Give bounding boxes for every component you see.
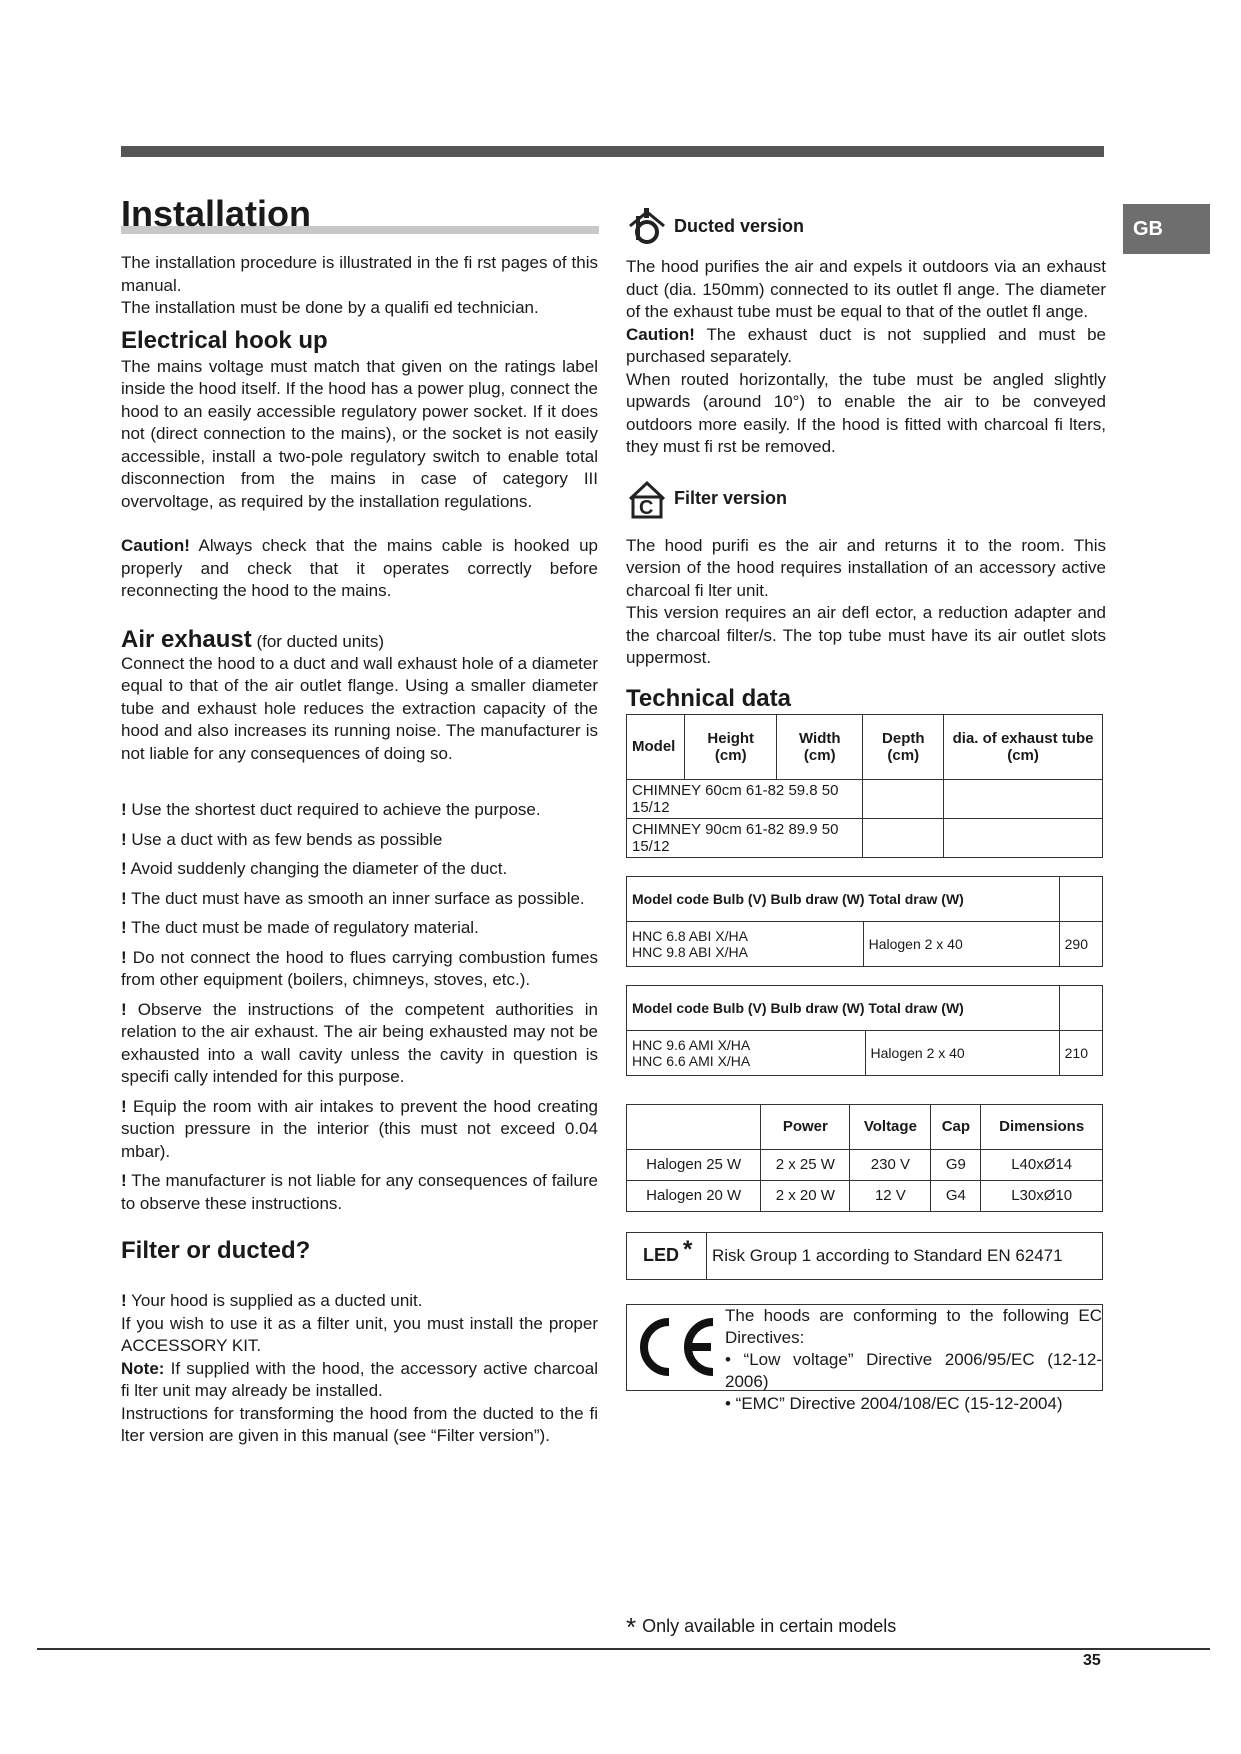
warning-item <box>121 858 598 881</box>
bulb-table-ami <box>626 985 1103 1076</box>
warning-mark: ! <box>121 1171 127 1190</box>
warning-text: The duct must be made of regulatory material. <box>126 918 479 937</box>
bottom-divider <box>37 1648 1210 1650</box>
table-cell <box>863 779 944 818</box>
warning-item <box>121 1170 598 1215</box>
ce-line: The hoods are conforming to the following EC Directives: <box>725 1305 1102 1347</box>
led-asterisk: * <box>683 1235 693 1263</box>
table-row <box>627 1180 1103 1211</box>
warning-item <box>121 999 598 1089</box>
led-info-box <box>626 1232 1103 1280</box>
warning-mark: ! <box>121 888 127 908</box>
technical-data-heading: Technical data <box>626 684 791 712</box>
warning-mark: ! <box>121 829 127 849</box>
ce-text <box>725 1305 1102 1413</box>
filter-header <box>626 479 1106 519</box>
table-header-cell: Width (cm) <box>777 714 863 779</box>
led-text: Risk Group 1 according to Standard EN 62471 <box>712 1245 1063 1265</box>
filter-or-ducted-line-3: Instructions for transforming the hood from the ducted to the fi lter version are given in this manual (see “Filter version”). <box>121 1403 598 1445</box>
table-header-cell: Voltage <box>850 1104 931 1149</box>
table-header-cell: Height (cm) <box>685 714 777 779</box>
warning-mark: ! <box>121 918 127 937</box>
ce-line: • “Low voltage” Directive 2006/95/EC (12-12-2006) <box>725 1349 1102 1391</box>
dimensions-table <box>626 714 1103 858</box>
air-exhaust-body: Connect the hood to a duct and wall exhaust hole of a diameter equal to that of the air outlet flange. Using a smaller diameter tube and exhaust hole reduces the extraction capacity of the hood and also increases its running noise. The manufacturer is not liable for any consequences of doing so. <box>121 653 598 763</box>
ce-mark-icon <box>627 1305 725 1390</box>
filter-or-ducted-line-1 <box>121 1290 598 1313</box>
table-row <box>627 818 1103 857</box>
warning-item <box>121 799 598 822</box>
title-block <box>121 194 598 240</box>
air-exhaust-title: Air exhaust <box>121 625 252 653</box>
ce-line: • “EMC” Directive 2004/108/EC (15-12-2004) <box>725 1393 1063 1413</box>
caution-label: Caution! <box>121 536 190 555</box>
table-header-cell <box>1059 985 1102 1030</box>
caution-label: Caution! <box>626 324 695 344</box>
filter-or-ducted-heading: Filter or ducted? <box>121 1237 311 1264</box>
table-cell: 2 x 25 W <box>761 1149 850 1180</box>
ce-logo-icon <box>633 1314 719 1380</box>
halogen-table <box>626 1104 1103 1212</box>
model-code: HNC 6.8 ABI X/HA <box>632 927 748 944</box>
table-cell <box>863 818 944 857</box>
table-cell <box>627 1030 866 1075</box>
line-text: Your hood is supplied as a ducted unit. <box>126 1291 423 1310</box>
caution-text: Always check that the mains cable is hooked up properly and check that it operates correctly before reconnecting the hood to the mains. <box>121 536 598 600</box>
warning-mark: ! <box>121 999 127 1019</box>
table-cell: CHIMNEY 60cm 61-82 59.8 50 15/12 <box>627 779 863 818</box>
table-cell <box>944 818 1103 857</box>
right-column <box>626 206 1106 1413</box>
page-number: 35 <box>1083 1652 1101 1669</box>
table-header-cell: dia. of exhaust tube (cm) <box>944 714 1103 779</box>
table-cell: Halogen 2 x 40 <box>863 921 1059 966</box>
table-cell: 12 V <box>850 1180 931 1211</box>
intro-line-2: The installation must be done by a qualifi ed technician. <box>121 298 539 317</box>
warning-text: Observe the instructions of the competent authorities in relation to the air exhaust. The air being exhausted may not be exhausted into a wall cavity unless the cavity in question is specifi cally intended for this purpose. <box>121 999 598 1086</box>
table-row <box>627 1030 1103 1075</box>
warning-text: The manufacturer is not liable for any consequences of failure to observe these instructions. <box>121 1171 598 1213</box>
table-cell: G4 <box>931 1180 981 1211</box>
table-row <box>627 1149 1103 1180</box>
ducted-body: The hood purifies the air and expels it outdoors via an exhaust duct (dia. 150mm) connected to its outlet fl ange. The diameter of the exhaust tube must be equal to that of the outlet fl ange. <box>626 257 1106 321</box>
filter-heading: Filter version <box>674 488 788 508</box>
footnote <box>626 1608 897 1642</box>
warning-item <box>121 947 598 992</box>
table-header-cell: Cap <box>931 1104 981 1149</box>
table-cell: 2 x 20 W <box>761 1180 850 1211</box>
bulb-table-abi <box>626 876 1103 967</box>
warning-text: The duct must have as smooth an inner surface as possible. <box>126 888 585 908</box>
table-cell: CHIMNEY 90cm 61-82 89.9 50 15/12 <box>627 818 863 857</box>
ce-conformity-box <box>626 1304 1103 1413</box>
table-header-cell: Model <box>627 714 685 779</box>
warning-text: Use a duct with as few bends as possible <box>126 829 443 849</box>
led-label: LED <box>643 1245 679 1265</box>
filter-body-2: This version requires an air defl ector, a reduction adapter and the charcoal filter/s. The top tube must have its air outlet slots uppermost. <box>626 603 1106 667</box>
table-cell: 290 <box>1059 921 1102 966</box>
warning-mark: ! <box>121 859 127 878</box>
table-cell: 210 <box>1059 1030 1102 1075</box>
model-code: HNC 9.8 ABI X/HA <box>632 943 748 960</box>
left-column <box>121 194 598 1448</box>
table-header-cell: Dimensions <box>981 1104 1103 1149</box>
filter-hood-icon <box>626 479 668 519</box>
model-code: HNC 6.6 AMI X/HA <box>632 1052 751 1069</box>
ducted-heading: Ducted version <box>674 215 805 236</box>
note-label: Note: <box>121 1358 165 1378</box>
table-header-cell: Power <box>761 1104 850 1149</box>
ducted-hood-icon <box>626 206 668 246</box>
ducted-header <box>626 206 1106 246</box>
table-cell: 230 V <box>850 1149 931 1180</box>
table-header-cell <box>1059 876 1102 921</box>
svg-text:C: C <box>639 496 654 519</box>
warning-item <box>121 829 598 852</box>
warning-item <box>121 917 598 940</box>
warning-text: Do not connect the hood to flues carrying combustion fumes from other equipment (boilers, chimneys, stoves, etc.). <box>121 947 598 989</box>
table-header-row <box>627 1104 1103 1149</box>
table-cell <box>944 779 1103 818</box>
intro-line-1: The installation procedure is illustrated in the fi rst pages of this manual. <box>121 253 598 295</box>
warning-text: Avoid suddenly changing the diameter of the duct. <box>126 859 508 878</box>
caution-text: The exhaust duct is not supplied and must be purchased separately. <box>626 324 1106 366</box>
table-cell: G9 <box>931 1149 981 1180</box>
electrical-body: The mains voltage must match that given on the ratings label inside the hood itself. If the hood has a power plug, connect the hood to an easily accessible regulatory power socket. If it does not (direct connection to the mains), or the socket is not easily accessible, install a two-pole regulatory switch to enable total disconnection from the mains in case of category III overvoltage, as required by the installation regulations. <box>121 356 598 511</box>
footnote-asterisk: * <box>626 1612 637 1642</box>
warning-text: Equip the room with air intakes to prevent the hood creating suction pressure in the interior (this must not exceed 0.04 mbar). <box>121 1096 598 1161</box>
warning-mark: ! <box>121 947 127 967</box>
warning-mark: ! <box>121 800 127 819</box>
ducted-body-2: When routed horizontally, the tube must be angled slightly upwards (around 10°) to enable the air to be conveyed outdoors more easily. If the hood is fitted with charcoal fi lters, they must fi rst be removed. <box>626 369 1106 456</box>
table-header-cell: Model code Bulb (V) Bulb draw (W) Total draw (W) <box>627 876 1060 921</box>
table-cell: Halogen 25 W <box>627 1149 761 1180</box>
note-text: If supplied with the hood, the accessory active charcoal fi lter unit may already be installed. <box>121 1358 598 1400</box>
table-header-row <box>627 714 1103 779</box>
warning-item <box>121 888 598 911</box>
table-cell: Halogen 20 W <box>627 1180 761 1211</box>
top-divider-bar <box>121 146 1104 157</box>
filter-or-ducted-line-2: If you wish to use it as a filter unit, you must install the proper ACCESSORY KIT. <box>121 1313 598 1355</box>
table-cell: L30xØ10 <box>981 1180 1103 1211</box>
table-cell <box>627 921 864 966</box>
language-tab: GB <box>1123 204 1210 254</box>
table-row <box>627 779 1103 818</box>
table-cell: L40xØ14 <box>981 1149 1103 1180</box>
filter-or-ducted-note <box>121 1358 598 1403</box>
warning-item <box>121 1096 598 1164</box>
electrical-heading: Electrical hook up <box>121 326 328 354</box>
table-header-cell: Depth (cm) <box>863 714 944 779</box>
ducted-caution <box>626 324 1106 369</box>
table-header-cell: Model code Bulb (V) Bulb draw (W) Total draw (W) <box>627 985 1060 1030</box>
warning-mark: ! <box>121 1096 127 1116</box>
electrical-caution <box>121 535 598 603</box>
table-header-row <box>627 876 1103 921</box>
page-title: Installation <box>121 193 312 234</box>
filter-body: The hood purifi es the air and returns it to the room. This version of the hood requires installation of an accessory active charcoal fi lter unit. <box>626 535 1106 600</box>
led-label-cell <box>627 1233 707 1279</box>
table-row <box>627 921 1103 966</box>
air-exhaust-subtitle: (for ducted units) <box>251 631 384 651</box>
table-header-cell <box>627 1104 761 1149</box>
model-code: HNC 9.6 AMI X/HA <box>632 1036 751 1053</box>
table-cell: Halogen 2 x 40 <box>865 1030 1059 1075</box>
warning-text: Use the shortest duct required to achieve the purpose. <box>126 800 541 819</box>
footnote-text: Only available in certain models <box>642 1616 897 1636</box>
warning-mark: ! <box>121 1291 127 1310</box>
table-header-row <box>627 985 1103 1030</box>
